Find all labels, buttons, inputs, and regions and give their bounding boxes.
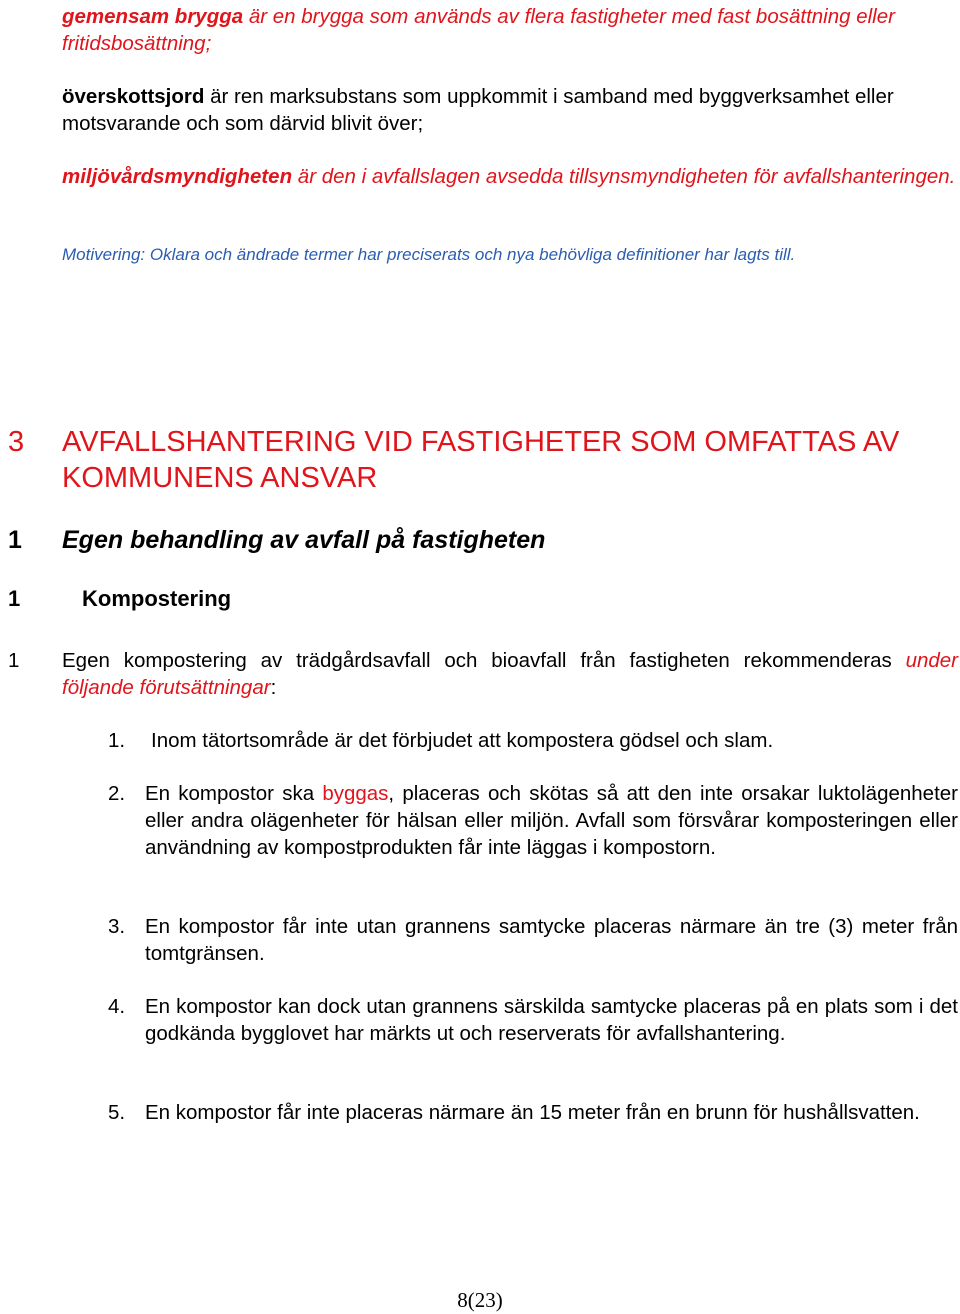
- definition-term: gemensam brygga: [62, 5, 244, 28]
- list-item-number: 2.: [108, 782, 126, 805]
- heading-3: Kompostering: [82, 586, 232, 611]
- heading-2-number: 1: [8, 526, 22, 554]
- list-item-number: 3.: [108, 915, 126, 938]
- paragraph-text: Egen kompostering av trädgårdsavfall och bioavfall från fastigheten rekommenderas: [62, 649, 906, 672]
- heading-2: Egen behandling av avfall på fastigheten: [62, 526, 546, 554]
- paragraph-red-text: under följande förutsättningar: [62, 649, 958, 699]
- list-item: [108, 993, 958, 1047]
- list-item: [108, 727, 958, 754]
- list-item-number: 4.: [108, 995, 126, 1018]
- definition-miljovardsmyndigheten: [62, 163, 958, 190]
- list-item-text-pre: En kompostor ska: [145, 782, 323, 805]
- definition-text: är ren marksubstans som uppkommit i samband med byggverksamhet eller motsvarande och som därvid blivit över;: [62, 85, 894, 135]
- paragraph-end: :: [270, 676, 277, 699]
- page-number: 8(23): [457, 1288, 503, 1312]
- list-item-text: En kompostor kan dock utan grannens särskilda samtycke placeras på en plats som i det godkända bygglovet har märkts ut och reserverats för avfallshantering.: [145, 995, 958, 1045]
- list-item-text: [145, 780, 958, 861]
- list-item: [108, 913, 958, 967]
- paragraph-number: 1: [8, 649, 20, 672]
- list-item-number: 1.: [108, 729, 126, 752]
- list-item-text: En kompostor får inte placeras närmare än 15 meter från en brunn för hushållsvatten.: [145, 1101, 920, 1124]
- heading-1-number: 3: [8, 426, 25, 458]
- definition-term: miljövårdsmyndigheten: [62, 165, 293, 188]
- definition-term: överskottsjord: [62, 85, 205, 108]
- list-item-text: En kompostor får inte utan grannens samtycke placeras närmare än tre (3) meter från tomtgränsen.: [145, 915, 958, 965]
- list-item: [108, 1099, 958, 1126]
- heading-3-number: 1: [8, 586, 21, 611]
- definition-text: är den i avfallslagen avsedda tillsynsmyndigheten för avfallshanteringen.: [292, 165, 956, 188]
- heading-1: AVFALLSHANTERING VID FASTIGHETER SOM OMFATTAS AV KOMMUNENS ANSVAR: [62, 426, 900, 494]
- definition-text: är en brygga som används av flera fastigheter med fast bosättning eller fritidsbosättning;: [62, 5, 895, 55]
- list-item: [108, 780, 958, 861]
- list-item-number: 5.: [108, 1101, 126, 1124]
- list-item-text: Inom tätortsområde är det förbjudet att kompostera gödsel och slam.: [151, 729, 774, 752]
- definition-gemensam-brygga: [62, 3, 958, 57]
- motivering-note: Motivering: Oklara och ändrade termer har preciserats och nya behövliga definitioner har lagts till.: [62, 245, 796, 264]
- paragraph-kompostering: [62, 647, 958, 701]
- list-item-text-red: byggas: [322, 782, 389, 805]
- list-item-text-post: , placeras och skötas så att den inte orsakar luktolägenheter eller andra olägenheter för hälsan eller miljön. Avfall som försvårar komposteringen eller användning av kompostprodukten får inte läggas i kompostorn.: [145, 782, 959, 859]
- definition-overskottsjord: [62, 83, 958, 137]
